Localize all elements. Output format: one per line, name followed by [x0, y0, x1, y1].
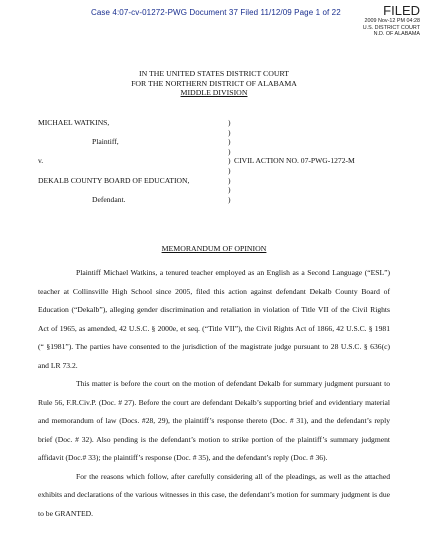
ecf-header: Case 4:07-cv-01272-PWG Document 37 Filed 11/12/09 Page 1 of 22	[91, 8, 341, 17]
plaintiff-name: MICHAEL WATKINS,	[38, 118, 110, 127]
caption-row	[38, 185, 398, 195]
caption-bracket: )	[228, 146, 231, 156]
filed-stamp	[363, 4, 420, 38]
caption-row	[38, 128, 398, 138]
caption-row	[38, 118, 398, 128]
caption-bracket: )	[228, 175, 231, 185]
paragraph: This matter is before the court on the motion of defendant Dekalb for summary judgment pursuant to Rule 56, F.R.Civ.P. (Doc. # 27). Before the court are defendant Dekalb’s supporting brief and evidentiary material and memorandum of law (Docs. #28, 29), the plaintiff’s response thereto (Doc. # 31), and the defendant’s reply brief (Doc. # 32). Also pending is the defendant’s motion to strike portion of the plaintiff’s summary judgment affidavit (Doc.# 33); the plaintiff’s response (Doc. # 35), and the defendant’s reply (Doc. # 36).	[38, 379, 390, 462]
court-division: MIDDLE DIVISION	[180, 88, 248, 98]
defendant-role: Defendant.	[92, 194, 126, 204]
civil-action-number: CIVIL ACTION NO. 07-PWG-1272-M	[234, 156, 355, 166]
filed-district: N.D. OF ALABAMA	[373, 31, 420, 38]
caption-bracket: )	[228, 137, 231, 147]
caption-row	[38, 156, 398, 166]
court-heading	[0, 69, 428, 98]
filed-court: U.S. DISTRICT COURT	[362, 24, 420, 31]
opinion-body	[38, 264, 390, 523]
court-line-2: FOR THE NORTHERN DISTRICT OF ALABAMA	[131, 78, 297, 88]
memorandum-title: MEMORANDUM OF OPINION	[161, 244, 267, 253]
caption-bracket: )	[228, 156, 231, 166]
caption-row	[38, 166, 398, 176]
defendant-name: DEKALB COUNTY BOARD OF EDUCATION,	[38, 175, 190, 185]
plaintiff-role: Plaintiff,	[92, 137, 119, 147]
caption-bracket: )	[228, 194, 231, 204]
caption-row	[38, 195, 398, 205]
caption-bracket: )	[228, 165, 231, 175]
filed-date: 2009 Nov-12 PM 04:28	[364, 18, 420, 24]
caption-bracket: )	[228, 127, 231, 137]
caption-row	[38, 176, 398, 186]
caption-row	[38, 137, 398, 147]
court-line-1: IN THE UNITED STATES DISTRICT COURT	[138, 69, 289, 78]
caption-bracket: )	[228, 185, 231, 195]
caption-row	[38, 147, 398, 157]
caption-bracket: )	[228, 118, 231, 127]
case-caption	[38, 118, 398, 204]
versus: v.	[38, 156, 44, 166]
filed-label: FILED	[383, 3, 420, 18]
paragraph: Plaintiff Michael Watkins, a tenured teacher employed as an English as a Second Language (“ESL”) teacher at Collinsville High School since 2005, filed this action against defendant Dekalb County Board of Education (“Dekalb”), alleging gender discrimination and retaliation in violation of Title VII of the Civil Rights Act of 1965, as amended, 42 U.S.C. § 2000e, et seq. (“Title VII”), the Civil Rights Act of 1866, 42 U.S.C. § 1981 (“ §1981”). The parties have consented to the jurisdiction of the magistrate judge pursuant to 28 U.S.C. § 636(c) and LR 73.2.	[38, 268, 390, 370]
paragraph: For the reasons which follow, after carefully considering all of the pleadings, as well as the attached exhibits and declarations of the various witnesses in this case, the defendant’s motion for summary judgment is due to be GRANTED.	[38, 471, 390, 518]
